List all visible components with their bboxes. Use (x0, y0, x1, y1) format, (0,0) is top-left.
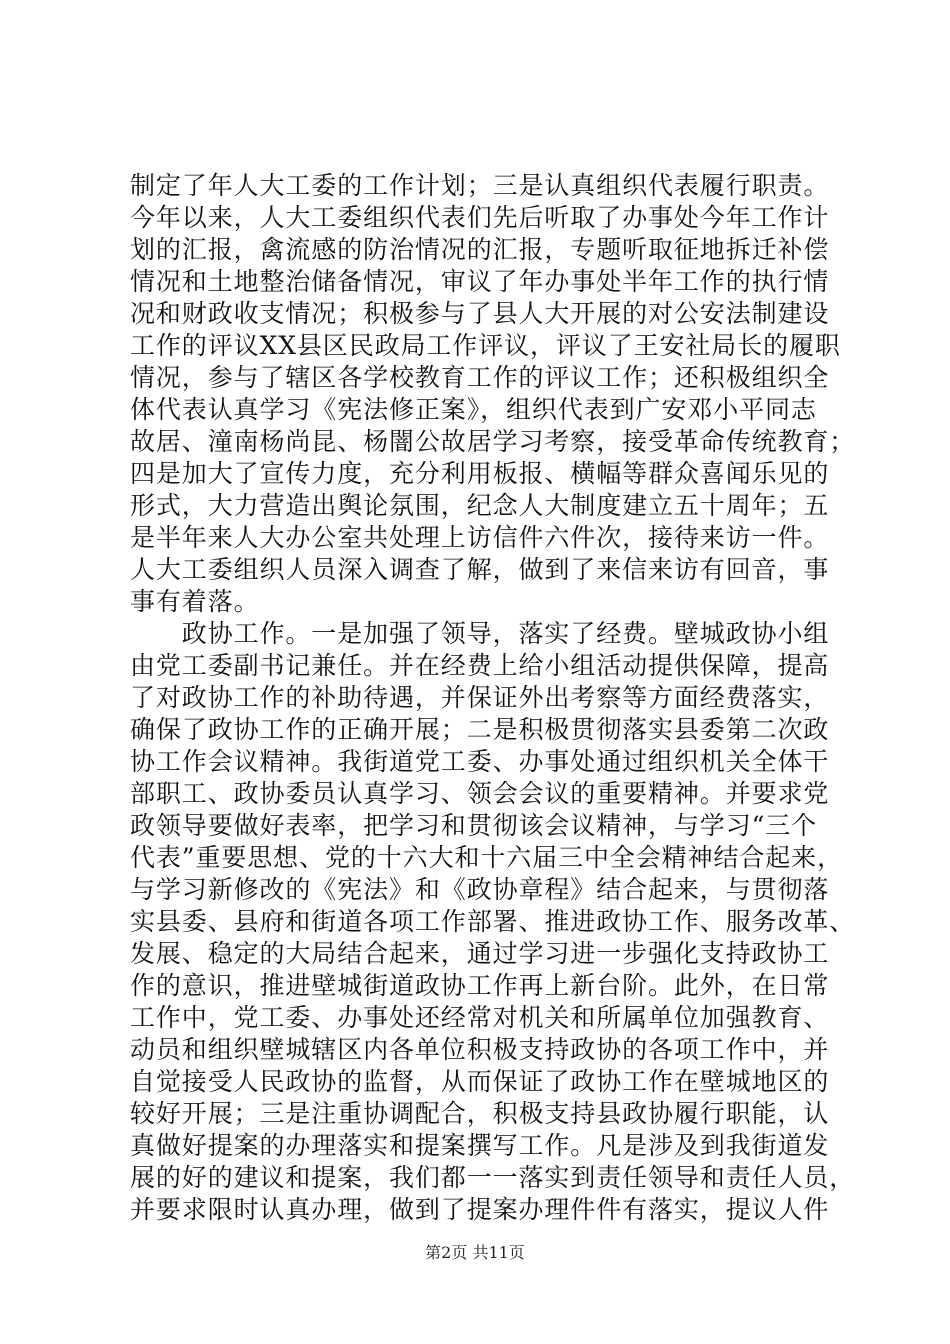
body-line: 故居、潼南杨尚昆、杨闇公故居学习考察，接受革命传统教育； (130, 427, 856, 456)
body-line: 四是加大了宣传力度，充分利用板报、横幅等群众喜闻乐见的 (130, 459, 830, 488)
body-line: 划的汇报，禽流感的防治情况的汇报，专题听取征地拆迁补偿 (130, 235, 830, 264)
body-line: 况和财政收支情况；积极参与了县人大开展的对公安法制建设 (130, 299, 830, 328)
body-line: 工作中，党工委、办事处还经常对机关和所属单位加强教育、 (130, 1003, 830, 1032)
body-line: 制定了年人大工委的工作计划；三是认真组织代表履行职责。 (130, 171, 830, 200)
body-line: 与学习新修改的《宪法》和《政协章程》结合起来，与贯彻落 (130, 875, 830, 904)
document-body (130, 170, 856, 1226)
body-line: 由党工委副书记兼任。并在经费上给小组活动提供保障，提高 (130, 651, 830, 680)
body-line: 确保了政协工作的正确开展；二是积极贯彻落实县委第二次政 (130, 715, 830, 744)
body-line: 形式，大力营造出舆论氛围，纪念人大制度建立五十周年；五 (130, 491, 830, 520)
page-number-footer: 第2页 共11页 (425, 1243, 525, 1262)
body-line: 较好开展；三是注重协调配合，积极支持县政协履行职能，认 (130, 1099, 830, 1128)
body-line: 政领导要做好表率，把学习和贯彻该会议精神，与学习“三个 (130, 811, 818, 840)
body-line: 情况，参与了辖区各学校教育工作的评议工作；还积极组织全 (130, 363, 830, 392)
body-line: 工作的评议XX县区民政局工作评议，评议了王安社局长的履职 (130, 331, 841, 360)
body-line: 体代表认真学习《宪法修正案》，组织代表到广安邓小平同志 (130, 395, 817, 424)
paragraph-start-line: 政协工作。一是加强了领导，落实了经费。壁城政协小组 (130, 619, 830, 648)
body-line: 自觉接受人民政协的监督，从而保证了政协工作在壁城地区的 (130, 1067, 830, 1096)
body-line: 是半年来人大办公室共处理上访信件六件次，接待来访一件。 (130, 523, 830, 552)
body-line: 情况和土地整治储备情况，审议了年办事处半年工作的执行情 (130, 267, 830, 296)
body-line: 动员和组织壁城辖区内各单位积极支持政协的各项工作中，并 (130, 1035, 830, 1064)
body-line: 了对政协工作的补助待遇，并保证外出考察等方面经费落实， (130, 683, 830, 712)
body-line: 真做好提案的办理落实和提案撰写工作。凡是涉及到我街道发 (130, 1131, 830, 1160)
body-line: 部职工、政协委员认真学习、领会会议的重要精神。并要求党 (130, 779, 830, 808)
body-line: 并要求限时认真办理，做到了提案办理件件有落实，提议人件 (130, 1195, 830, 1224)
body-line: 展的好的建议和提案，我们都一一落实到责任领导和责任人员， (130, 1163, 856, 1192)
body-line: 人大工委组织人员深入调查了解，做到了来信来访有回音，事 (130, 555, 830, 584)
body-line: 实县委、县府和街道各项工作部署、推进政协工作、服务改革、 (130, 907, 856, 936)
body-line: 作的意识，推进壁城街道政协工作再上新台阶。此外，在日常 (130, 971, 830, 1000)
body-line: 今年以来，人大工委组织代表们先后听取了办事处今年工作计 (130, 203, 830, 232)
body-line: 发展、稳定的大局结合起来，通过学习进一步强化支持政协工 (130, 939, 830, 968)
body-line: 代表”重要思想、党的十六大和十六届三中全会精神结合起来， (130, 843, 843, 872)
body-line: 事有着落。 (130, 587, 260, 616)
body-line: 协工作会议精神。我街道党工委、办事处通过组织机关全体干 (130, 747, 830, 776)
